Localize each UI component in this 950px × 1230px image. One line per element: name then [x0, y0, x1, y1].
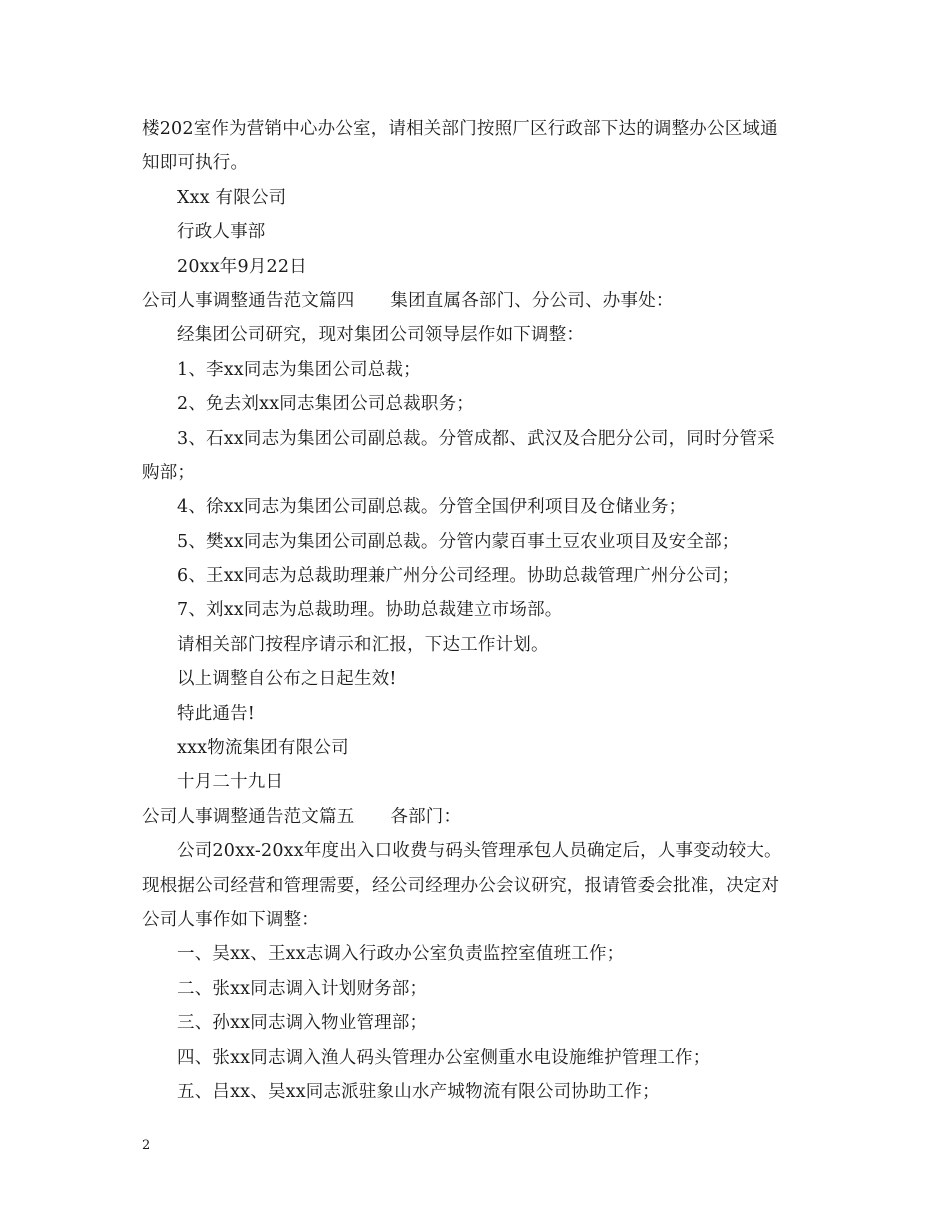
- text-line: [142, 490, 822, 524]
- text-line: [142, 937, 822, 971]
- text-line: [142, 972, 822, 1006]
- text-line: [142, 318, 822, 352]
- text-line: [142, 353, 822, 387]
- text-line: [142, 765, 822, 799]
- line-text: 4、徐xx同志为集团公司副总裁。分管全国伊利项目及仓储业务；: [177, 497, 687, 518]
- line-text: Xxx 有限公司: [177, 187, 287, 208]
- text-line: [142, 456, 822, 490]
- line-text: 四、张xx同志调入渔人码头管理办公室侧重水电设施维护管理工作；: [177, 1047, 711, 1068]
- line-text: 行政人事部: [177, 222, 266, 243]
- line-text: 请相关部门按程序请示和汇报，下达工作计划。: [177, 634, 549, 655]
- line-text: 五、吕xx、吴xx同志派驻象山水产城物流有限公司协助工作；: [177, 1081, 660, 1102]
- text-line: [142, 869, 822, 903]
- text-line: [142, 525, 822, 559]
- document-body: [142, 112, 822, 1109]
- line-text: 公司20xx-20xx年度出入口收费与码头管理承包人员确定后，人事变动较大。: [177, 841, 782, 862]
- text-line: [142, 112, 822, 146]
- text-line: [142, 697, 822, 731]
- section-heading-line: [142, 800, 822, 834]
- line-text: xxx物流集团有限公司: [177, 738, 349, 759]
- line-text: 三、孙xx同志调入物业管理部；: [177, 1013, 428, 1034]
- line-text: 5、樊xx同志为集团公司副总裁。分管内蒙百事土豆农业项目及安全部；: [177, 531, 740, 552]
- text-line: [142, 834, 822, 868]
- text-line: [142, 1006, 822, 1040]
- line-text: 一、吴xx、王xx志调入行政办公室负责监控室值班工作；: [177, 944, 625, 965]
- text-line: [142, 903, 822, 937]
- line-text: 二、张xx同志调入计划财务部；: [177, 978, 428, 999]
- line-text: 现根据公司经营和管理需要，经公司经理办公会议研究，报请管委会批准，决定对: [142, 875, 780, 896]
- line-text: 以上调整自公布之日起生效!: [177, 669, 397, 690]
- text-line: [142, 593, 822, 627]
- line-text: 经集团公司研究，现对集团公司领导层作如下调整：: [177, 325, 585, 346]
- text-line: [142, 1041, 822, 1075]
- line-text: 6、王xx同志为总裁助理兼广州分公司经理。协助总裁管理广州分公司；: [177, 566, 740, 587]
- text-line: [142, 559, 822, 593]
- line-text: 2、免去刘xx同志集团公司总裁职务；: [177, 394, 474, 415]
- text-line: [142, 250, 822, 284]
- text-line: [142, 146, 822, 180]
- section-heading-line: [142, 284, 822, 318]
- text-line: [142, 181, 822, 215]
- text-line: [142, 1075, 822, 1109]
- text-line: [142, 628, 822, 662]
- line-text: 20xx年9月22日: [177, 256, 307, 277]
- line-text: 公司人事调整通告范文篇四: [142, 290, 355, 311]
- line-text: 公司人事调整通告范文篇五: [142, 806, 355, 827]
- line-text: 3、石xx同志为集团公司副总裁。分管成都、武汉及合肥分公司，同时分管采: [177, 428, 775, 449]
- line-tail-text: 集团直属各部门、分公司、办事处：: [390, 290, 674, 311]
- line-text: 7、刘xx同志为总裁助理。协助总裁建立市场部。: [177, 600, 563, 621]
- line-text: 购部；: [142, 462, 196, 483]
- page-number: 2: [142, 1138, 151, 1153]
- text-line: [142, 731, 822, 765]
- text-line: [142, 215, 822, 249]
- line-text: 十月二十九日: [177, 772, 284, 793]
- line-text: 知即可执行。: [142, 153, 249, 174]
- line-text: 1、李xx同志为集团公司总裁；: [177, 359, 421, 380]
- line-text: 楼202室作为营销中心办公室，请相关部门按照厂区行政部下达的调整办公区域通: [142, 119, 778, 139]
- text-line: [142, 662, 822, 696]
- line-text: 特此通告!: [177, 703, 256, 724]
- text-line: [142, 387, 822, 421]
- line-tail-text: 各部门：: [390, 806, 462, 827]
- text-line: [142, 422, 822, 456]
- line-text: 公司人事作如下调整：: [142, 909, 319, 930]
